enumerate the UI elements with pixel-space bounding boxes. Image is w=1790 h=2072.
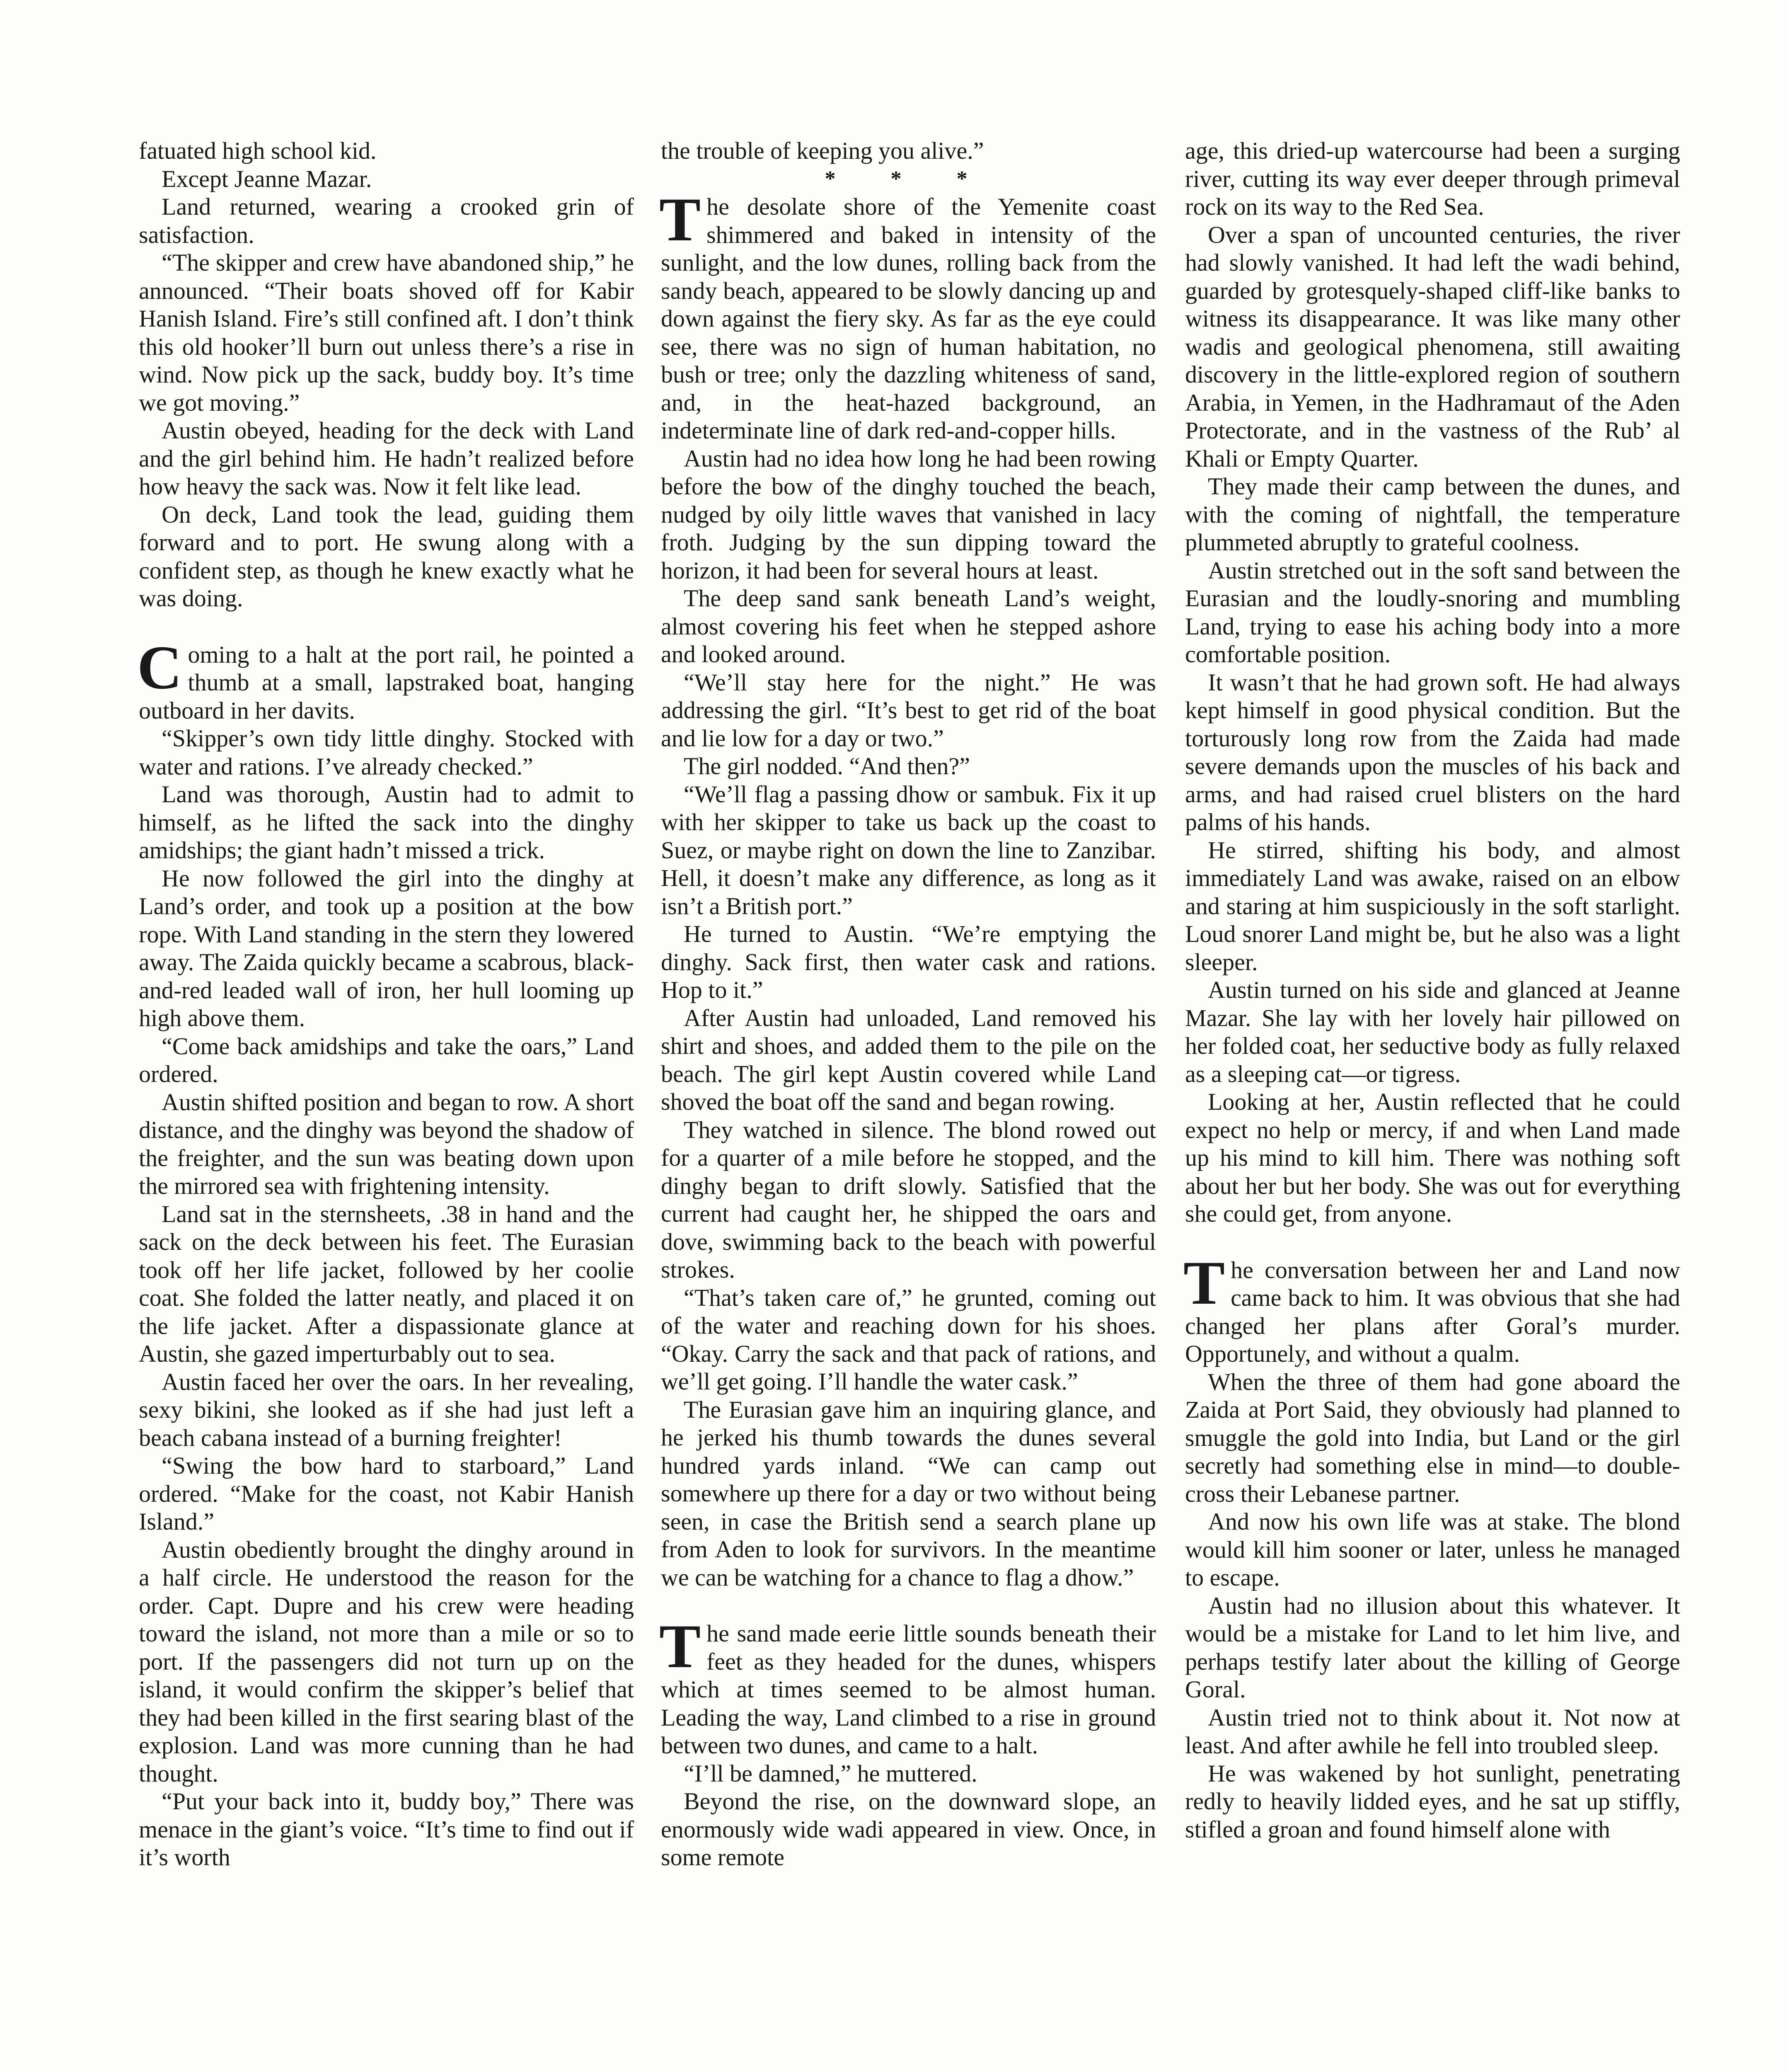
paragraph: Austin tried not to think about it. Not now at least. And after awhile he fell into troubled sleep. bbox=[1185, 1704, 1680, 1759]
paragraph-text: oming to a halt at the port rail, he pointed a thumb at a small, lapstraked boat, hanging outboard in her davits. bbox=[139, 641, 634, 724]
section-break: * * * bbox=[825, 167, 992, 191]
text-column-2 bbox=[661, 137, 1156, 1871]
paragraph: “I’ll be damned,” he muttered. bbox=[684, 1760, 977, 1787]
paragraph: “Come back amidships and take the oars,” Land ordered. bbox=[139, 1032, 634, 1087]
paragraph: Austin turned on his side and glanced at Jeanne Mazar. She lay with her lovely hair pillowed on her folded coat, her seductive body as fully relaxed as a sleeping cat—or tigress. bbox=[1185, 976, 1680, 1087]
paragraph: The Eurasian gave him an inquiring glance, and he jerked his thumb towards the dunes several hundred yards inland. “We can camp out somewhere up there for a day or two without being seen, in case the British send a search plane up from Aden to look for survivors. In the meantime we can be watching for a chance to flag a dhow.” bbox=[661, 1396, 1156, 1591]
paragraph: Looking at her, Austin reflected that he could expect no help or mercy, if and when Land made up his mind to kill him. There was nothing soft about her but her body. She was out for everything she could get, from anyone. bbox=[1185, 1088, 1680, 1227]
paragraph: “We’ll stay here for the night.” He was addressing the girl. “It’s best to get rid of the boat and lie low for a day or two.” bbox=[661, 668, 1156, 752]
paragraph: Austin obediently brought the dinghy around in a half circle. He understood the reason for the order. Capt. Dupre and his crew were heading toward the island, not more than a mile or so to port. If the passengers did not turn up on the island, it would confirm the skipper’s belief that they had been killed in the first searing blast of the explosion. Land was more cunning than he had thought. bbox=[139, 1536, 634, 1787]
paragraph: Over a span of uncounted centuries, the river had slowly vanished. It had left the wadi behind, guarded by grotesquely-shaped cliff-like banks to witness its disappearance. It was like many other wadis and geological phenomena, still awaiting discovery in the little-explored region of southern Arabia, in Yemen, in the Hadhramaut of the Aden Protectorate, and in the vastness of the Rub’ al Khali or Empty Quarter. bbox=[1185, 221, 1680, 472]
paragraph: Except Jeanne Mazar. bbox=[162, 165, 372, 192]
drop-cap-letter: T bbox=[659, 185, 701, 254]
paragraph: Austin had no illusion about this whatever. It would be a mistake for Land to let him live, and perhaps testify later about the killing of George Goral. bbox=[1185, 1592, 1680, 1703]
paragraph: “Swing the bow hard to starboard,” Land ordered. “Make for the coast, not Kabir Hanish Island.” bbox=[139, 1452, 634, 1535]
drop-cap-letter: T bbox=[659, 1612, 701, 1681]
text-column-3 bbox=[1185, 137, 1680, 1843]
paragraph-text: he desolate shore of the Yemenite coast shimmered and baked in intensity of the sunlight, and the low dunes, rolling back from the sandy beach, appeared to be slowly dancing up and down against the fiery sky. As far as the eye could see, there was no sign of human habitation, no bush or tree; only the dazzling whiteness of sand, and, in the heat-hazed background, an indeterminate line of dark red-and-copper hills. bbox=[661, 193, 1156, 444]
paragraph: Land returned, wearing a crooked grin of satisfaction. bbox=[139, 193, 634, 248]
paragraph: “Skipper’s own tidy little dinghy. Stocked with water and rations. I’ve already checked.” bbox=[139, 725, 634, 780]
paragraph: When the three of them had gone aboard the Zaida at Port Said, they obviously had planned to smuggle the gold into India, but Land or the girl secretly had something else in mind—to double-cross their Lebanese partner. bbox=[1185, 1368, 1680, 1507]
paragraph: Austin obeyed, heading for the deck with Land and the girl behind him. He hadn’t realized before how heavy the sack was. Now it felt like lead. bbox=[139, 417, 634, 500]
paragraph: After Austin had unloaded, Land removed his shirt and shoes, and added them to the pile on the beach. The girl kept Austin covered while Land shoved the boat off the sand and began rowing. bbox=[661, 1004, 1156, 1115]
text-column-1 bbox=[139, 137, 634, 1871]
paragraph: The girl nodded. “And then?” bbox=[684, 753, 970, 779]
paragraph: Beyond the rise, on the downward slope, an enormously wide wadi appeared in view. Once, in some remote bbox=[661, 1788, 1156, 1871]
drop-cap-letter: C bbox=[137, 633, 182, 702]
paragraph: He was wakened by hot sunlight, penetrating redly to heavily lidded eyes, and he sat up stiffly, stifled a groan and found himself alone with bbox=[1185, 1760, 1680, 1843]
paragraph: The deep sand sank beneath Land’s weight, almost covering his feet when he stepped ashore and looked around. bbox=[661, 585, 1156, 668]
paragraph: He turned to Austin. “We’re emptying the dinghy. Sack first, then water cask and rations. Hop to it.” bbox=[661, 920, 1156, 1003]
paragraph: And now his own life was at stake. The blond would kill him sooner or later, unless he managed to escape. bbox=[1185, 1508, 1680, 1591]
paragraph: It wasn’t that he had grown soft. He had always kept himself in good physical condition. But the torturously long row from the Zaida had made severe demands upon the muscles of his back and arms, and had raised cruel blisters on the hard palms of his hands. bbox=[1185, 668, 1680, 835]
paragraph-dropcap bbox=[137, 633, 634, 725]
paragraph-dropcap bbox=[659, 1612, 1156, 1760]
paragraph: the trouble of keeping you alive.” bbox=[661, 137, 984, 164]
paragraph: They made their camp between the dunes, and with the coming of nightfall, the temperature plummeted abruptly to grateful coolness. bbox=[1185, 473, 1680, 556]
paragraph: Land was thorough, Austin had to admit to himself, as he lifted the sack into the dinghy amidships; the giant hadn’t missed a trick. bbox=[139, 781, 634, 864]
drop-cap-letter: T bbox=[1183, 1248, 1225, 1317]
paragraph-dropcap bbox=[1183, 1248, 1680, 1368]
paragraph: Land sat in the sternsheets, .38 in hand and the sack on the deck between his feet. The Eurasian took off her life jacket, followed by her coolie coat. She folded the latter neatly, and placed it on the life jacket. After a dispassionate glance at Austin, she gazed imperturbably out to sea. bbox=[139, 1200, 634, 1367]
paragraph: They watched in silence. The blond rowed out for a quarter of a mile before he stopped, and the dinghy began to drift slowly. Satisfied that the current had caught her, he shipped the oars and dove, swimming back to the beach with powerful strokes. bbox=[661, 1116, 1156, 1283]
paragraph-dropcap bbox=[659, 185, 1156, 445]
paragraph: Austin faced her over the oars. In her revealing, sexy bikini, she looked as if she had just left a beach cabana instead of a burning freighter! bbox=[139, 1368, 634, 1451]
paragraph: Austin stretched out in the soft sand between the Eurasian and the loudly-snoring and mumbling Land, trying to ease his aching body into a more comfortable position. bbox=[1185, 557, 1680, 668]
paragraph: On deck, Land took the lead, guiding them forward and to port. He swung along with a confident step, as though he knew exactly what he was doing. bbox=[139, 501, 634, 612]
paragraph: fatuated high school kid. bbox=[139, 137, 377, 164]
paragraph: Austin shifted position and began to row. A short distance, and the dinghy was beyond the shadow of the freighter, and the sun was beating down upon the mirrored sea with frightening intensity. bbox=[139, 1088, 634, 1199]
paragraph: He now followed the girl into the dinghy at Land’s order, and took up a position at the bow rope. With Land standing in the stern they lowered away. The Zaida quickly became a scabrous, black-and-red leaded wall of iron, her hull looming up high above them. bbox=[139, 864, 634, 1031]
paragraph: “That’s taken care of,” he grunted, coming out of the water and reaching down for his shoes. “Okay. Carry the sack and that pack of rations, and we’ll get going. I’ll handle the water cask.” bbox=[661, 1284, 1156, 1395]
paragraph: “We’ll flag a passing dhow or sambuk. Fix it up with her skipper to take us back up the coast to Suez, or maybe right on down the line to Zanzibar. Hell, it doesn’t make any difference, as long as it isn’t a British port.” bbox=[661, 780, 1156, 920]
paragraph-text: he conversation between her and Land now came back to him. It was obvious that she had changed her plans after Goral’s murder. Opportunely, and without a qualm. bbox=[1185, 1256, 1680, 1367]
paragraph: “Put your back into it, buddy boy,” There was menace in the giant’s voice. “It’s time to find out if it’s worth bbox=[139, 1788, 634, 1871]
paragraph: Austin had no idea how long he had been rowing before the bow of the dinghy touched the beach, nudged by oily little waves that vanished in lacy froth. Judging by the sun dipping toward the horizon, it had been for several hours at least. bbox=[661, 445, 1156, 584]
paragraph: “The skipper and crew have abandoned ship,” he announced. “Their boats shoved off for Kabir Hanish Island. Fire’s still confined aft. I don’t think this old hooker’ll burn out unless there’s a rise in wind. Now pick up the sack, buddy boy. It’s time we got moving.” bbox=[139, 249, 634, 416]
paragraph: age, this dried-up watercourse had been a surging river, cutting its way ever deeper through primeval rock on its way to the Red Sea. bbox=[1185, 137, 1680, 220]
paragraph: He stirred, shifting his body, and almost immediately Land was awake, raised on an elbow and staring at him suspiciously in the soft starlight. Loud snorer Land might be, but he also was a light sleeper. bbox=[1185, 836, 1680, 975]
paragraph-text: he sand made eerie little sounds beneath their feet as they headed for the dunes, whispers which at times seemed to be almost human. Leading the way, Land climbed to a rise in ground between two dunes, and came to a halt. bbox=[661, 1620, 1156, 1759]
